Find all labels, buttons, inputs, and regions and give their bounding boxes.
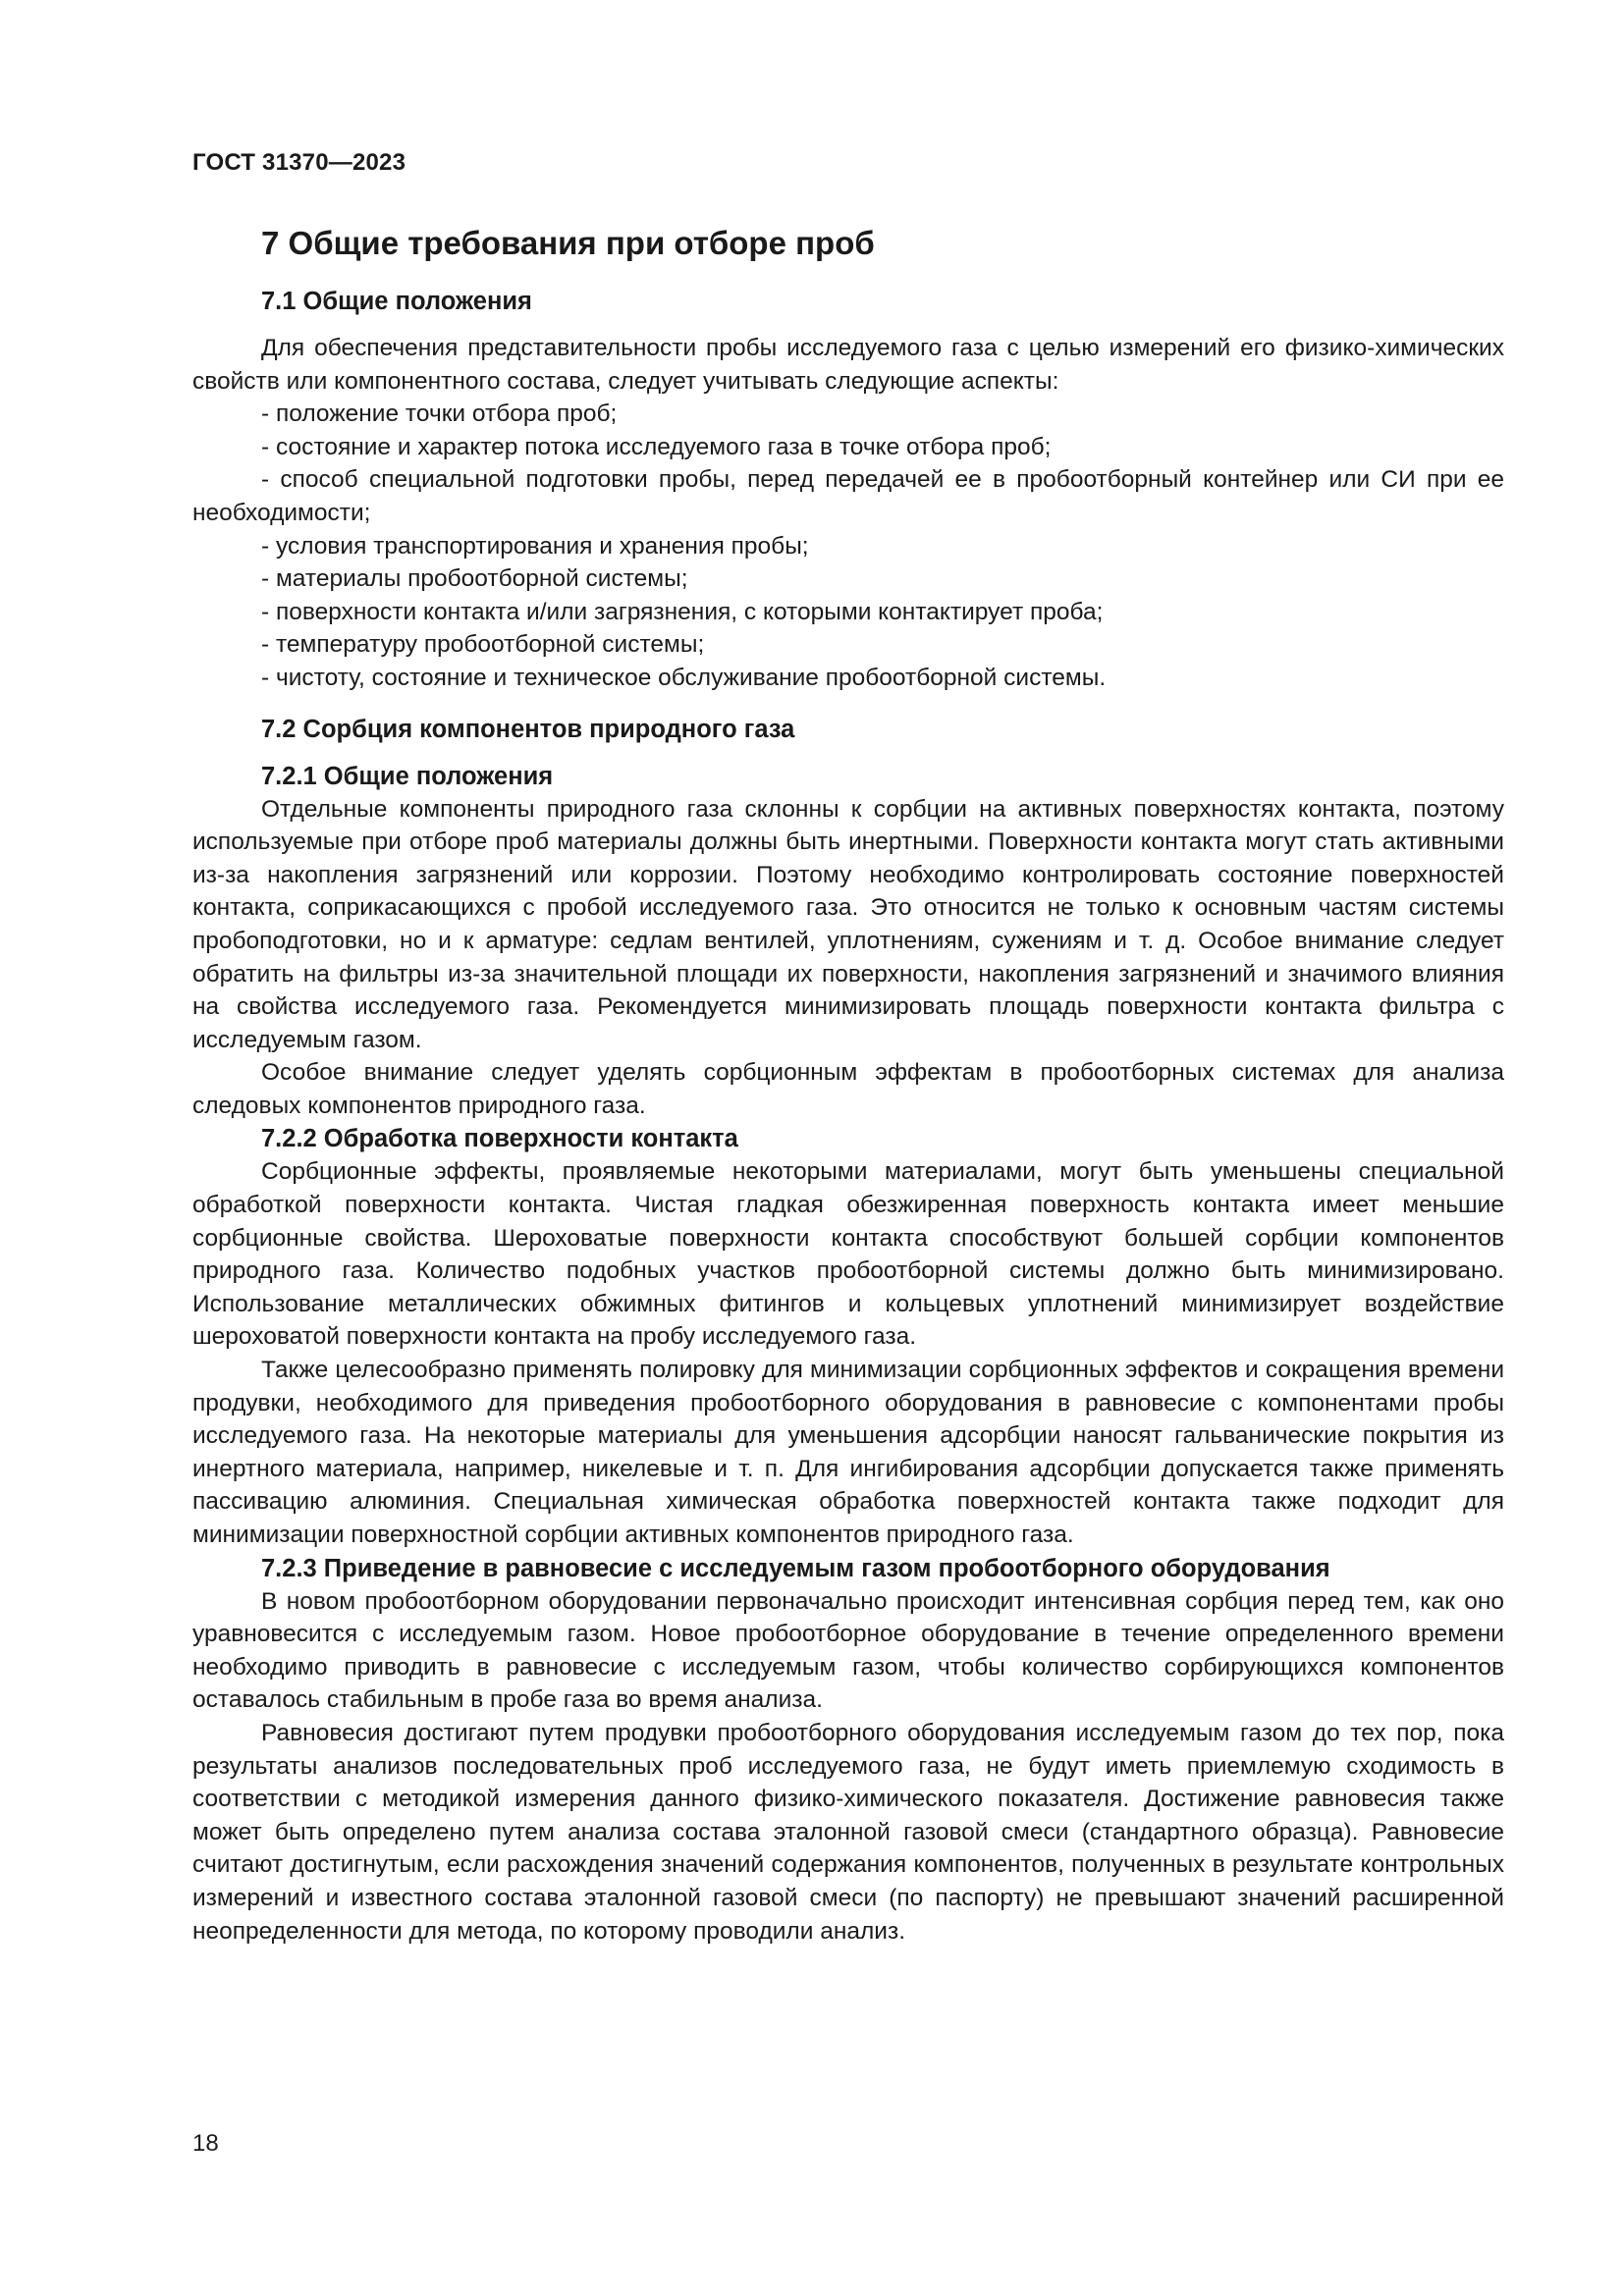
list-item: - положение точки отбора проб; [261,400,618,428]
list-item: - температуру пробоотборной системы; [261,631,705,659]
section-7-1-intro: Для обеспечения представительности пробы исследуемого газа с целью измерений его физико-химических свойств или компонентного состава, следует учитывать следующие аспекты: [192,335,1504,395]
section-7-2-3-paragraph-2: Равновесия достигают путем продувки пробоотборного оборудования исследуемым газом до тех пор, пока результаты анализов последовательных проб исследуемого газа, не будут иметь приемлемую сходимость в соответствии с методикой измерения данного физико-химического показателя. Достижение равновесия также может быть определено путем анализа состава эталонной газовой смеси (стандартного образца). Равновесие считают достигнутым, если расхождения значений содержания компонентов, полученных в результате контрольных измерений и известного состава эталонной газовой смеси (по паспорту) не превышают значений расширенной неопределенности для метода, по которому проводили анализ. [192,1719,1504,1945]
section-7-2-1-title: 7.2.1 Общие положения [261,762,554,790]
list-item: - чистоту, состояние и техническое обслуживание пробоотборной системы. [261,664,1107,691]
section-7-2-1-paragraph-2: Особое внимание следует уделять сорбционным эффектам в пробоотборных системах для анализа следовых компонентов природного газа. [192,1059,1504,1119]
aspects-list [192,398,1504,694]
section-7-2-2-title: 7.2.2 Обработка поверхности контакта [261,1125,738,1153]
page-number: 18 [192,2130,219,2157]
section-7-title: 7 Общие требования при отборе проб [261,225,875,261]
section-7-2-3-paragraph-1: В новом пробоотборном оборудовании первоначально происходит интенсивная сорбция перед тем, как оно уравновесится с исследуемым газом. Новое пробоотборное оборудование в течение определенного времени необходимо приводить в равновесие с исследуемым газом, чтобы количество сорбирующихся компонентов оставалось стабильным в пробе газа во время анализа. [192,1587,1504,1714]
document-id-header: ГОСТ 31370—2023 [192,149,406,176]
list-item: - способ специальной подготовки пробы, перед передачей ее в пробоотборный контейнер или СИ при ее необходимости; [192,466,1504,526]
section-7-2-title: 7.2 Сорбция компонентов природного газа [261,715,795,743]
section-7-2-1-paragraph-1: Отдельные компоненты природного газа склонны к сорбции на активных поверхностях контакта, поэтому используемые при отборе проб материалы должны быть инертными. Поверхности контакта могут стать активными из-за накопления загрязнений или коррозии. Поэтому необходимо контролировать состояние поверхностей контакта, соприкасающихся с пробой исследуемого газа. Это относится не только к основным частям системы пробоподготовки, но и к арматуре: седлам вентилей, уплотнениям, сужениям и т. д. Особое внимание следует обратить на фильтры из-за значительной площади их поверхности, накопления загрязнений и значимого влияния на свойства исследуемого газа. Рекомендуется минимизировать площадь поверхности контакта фильтра с исследуемым газом. [192,795,1504,1053]
list-item: - материалы пробоотборной системы; [261,565,688,593]
section-7-1-title: 7.1 Общие положения [261,288,532,315]
section-7-2-2-paragraph-1: Сорбционные эффекты, проявляемые некоторыми материалами, могут быть уменьшены специальной обработкой поверхности контакта. Чистая гладкая обезжиренная поверхность контакта имеет меньшие сорбционные свойства. Шероховатые поверхности контакта способствуют большей сорбции компонентов природного газа. Количество подобных участков пробоотборной системы должно быть минимизировано. Использование металлических обжимных фитингов и кольцевых уплотнений минимизирует воздействие шероховатой поверхности контакта на пробу исследуемого газа. [192,1158,1504,1351]
list-item: - условия транспортирования и хранения пробы; [261,532,809,560]
page-content [192,222,1504,1948]
list-item: - состояние и характер потока исследуемого газа в точке отбора проб; [261,433,1052,460]
list-item: - поверхности контакта и/или загрязнения, с которыми контактирует проба; [261,598,1104,625]
section-7-2-2-paragraph-2: Также целесообразно применять полировку для минимизации сорбционных эффектов и сокращения времени продувки, необходимого для приведения пробоотборного оборудования в равновесие с компонентами пробы исследуемого газа. На некоторые материалы для уменьшения адсорбции наносят гальванические покрытия из инертного материала, например, никелевые и т. п. Для ингибирования адсорбции допускается также применять пассивацию алюминия. Специальная химическая обработка поверхностей контакта также подходит для минимизации поверхностной сорбции активных компонентов природного газа. [192,1357,1504,1548]
section-7-2-3-title: 7.2.3 Приведение в равновесие с исследуемым газом пробоотборного оборудования [261,1554,1330,1582]
